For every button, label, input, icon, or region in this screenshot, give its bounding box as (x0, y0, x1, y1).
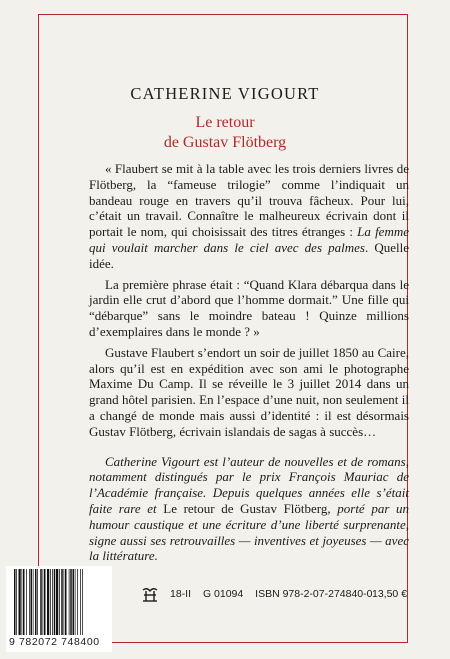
barcode-bar (40, 569, 42, 635)
barcode-bars (12, 569, 108, 635)
barcode-bar (37, 569, 38, 635)
barcode-bar (33, 569, 34, 635)
excerpt-paragraph-1 (89, 161, 409, 272)
catalog-codes (170, 588, 381, 600)
barcode-bar (16, 569, 17, 635)
barcode-bar (75, 569, 76, 635)
barcode-bar (14, 569, 16, 635)
barcode-bar (22, 569, 23, 635)
barcode-bar (35, 569, 37, 635)
cited-title: La femme qui voulait marcher dans le ciel avec des palmes (89, 224, 409, 255)
author-bio-title: Le retour de Gustav Flötberg (163, 500, 328, 516)
barcode-bar (69, 569, 70, 635)
author-bio (89, 454, 409, 565)
barcode-bar (80, 569, 81, 635)
gallimard-nrf-logo-icon (140, 586, 160, 604)
barcode-bar (29, 569, 30, 635)
excerpt-text: « Flaubert se mit à la table avec les trois derniers livres de Flötberg, la “fameuse trilogie” comme l’indiquait un bandeau rouge en travers qu’il trouva fâcheux. Pour lui, c’était un travail. Connaître le malheureux écrivain dont il portait le nom, qui choisissait des titres étranges : (89, 161, 409, 240)
barcode-bar (82, 569, 83, 635)
author-bio-text-end: , porté par un humour caustique et une écriture d’une liberté surprenante, signe aussi ses retrouvailles — inventives et joyeuses — avec la littérature. (89, 500, 409, 564)
barcode-bar (54, 569, 56, 635)
barcode-bar (70, 569, 72, 635)
barcode-bar (50, 569, 51, 635)
barcode-bar (44, 569, 46, 635)
author-name: CATHERINE VIGOURT (130, 84, 320, 103)
barcode-bar (56, 569, 58, 635)
author-bio-text: Catherine Vigourt est l’auteur de nouvelles et de romans, notamment distingués par le prix François Mauriac de l’Académie française. Depuis quelques années elle s’était faite rare et (89, 453, 409, 516)
book-title-line-2: de Gustav Flötberg (163, 134, 287, 151)
barcode-bar (77, 569, 78, 635)
barcode-bar (52, 569, 53, 635)
barcode-bar (19, 569, 21, 635)
barcode-bar (61, 569, 63, 635)
barcode-bar (65, 569, 67, 635)
barcode-bar (26, 569, 27, 635)
barcode-bar (59, 569, 60, 635)
excerpt-text-end: . Quelle idée. (89, 239, 409, 271)
barcode-bar (73, 569, 75, 635)
barcode-bar (23, 569, 25, 635)
barcode-bar (31, 569, 33, 635)
excerpt-paragraph-2: La première phrase était : “Quand Klara débarqua dans le jardin elle crut d’abord que l’homme dormait.” Une fille qui “débarque” sans le moindre bateau ! Quinze millions d’exemplaires dans le monde ? » (89, 276, 409, 339)
price: 13,50 € (372, 588, 408, 600)
book-title (0, 113, 450, 153)
isbn-code: ISBN 978-2-07-274840-0 (255, 588, 373, 600)
blurb (89, 161, 409, 569)
synopsis-paragraph: Gustave Flaubert s’endort un soir de juillet 1850 au Caire, alors qu’il est en expédition avec son ami le photographe Maxime Du Camp. Il se réveille le 3 juillet 2014 dans un grand hôtel parisien. En l’espace d’une nuit, non seulement il a changé de monde mais aussi d’identité : il est désormais Gustav Flötberg, écrivain islandais de sagas à succès… (89, 344, 409, 439)
barcode-bar (64, 569, 65, 635)
barcode-bar (47, 569, 49, 635)
book-title-line-1: Le retour (195, 114, 255, 131)
barcode-bar (43, 569, 44, 635)
catalog-code-2: G 01094 (202, 588, 244, 600)
catalog-code-1: 18-II (170, 588, 192, 600)
barcode-number: 9 782072 748400 (9, 636, 100, 648)
barcode (6, 566, 112, 652)
